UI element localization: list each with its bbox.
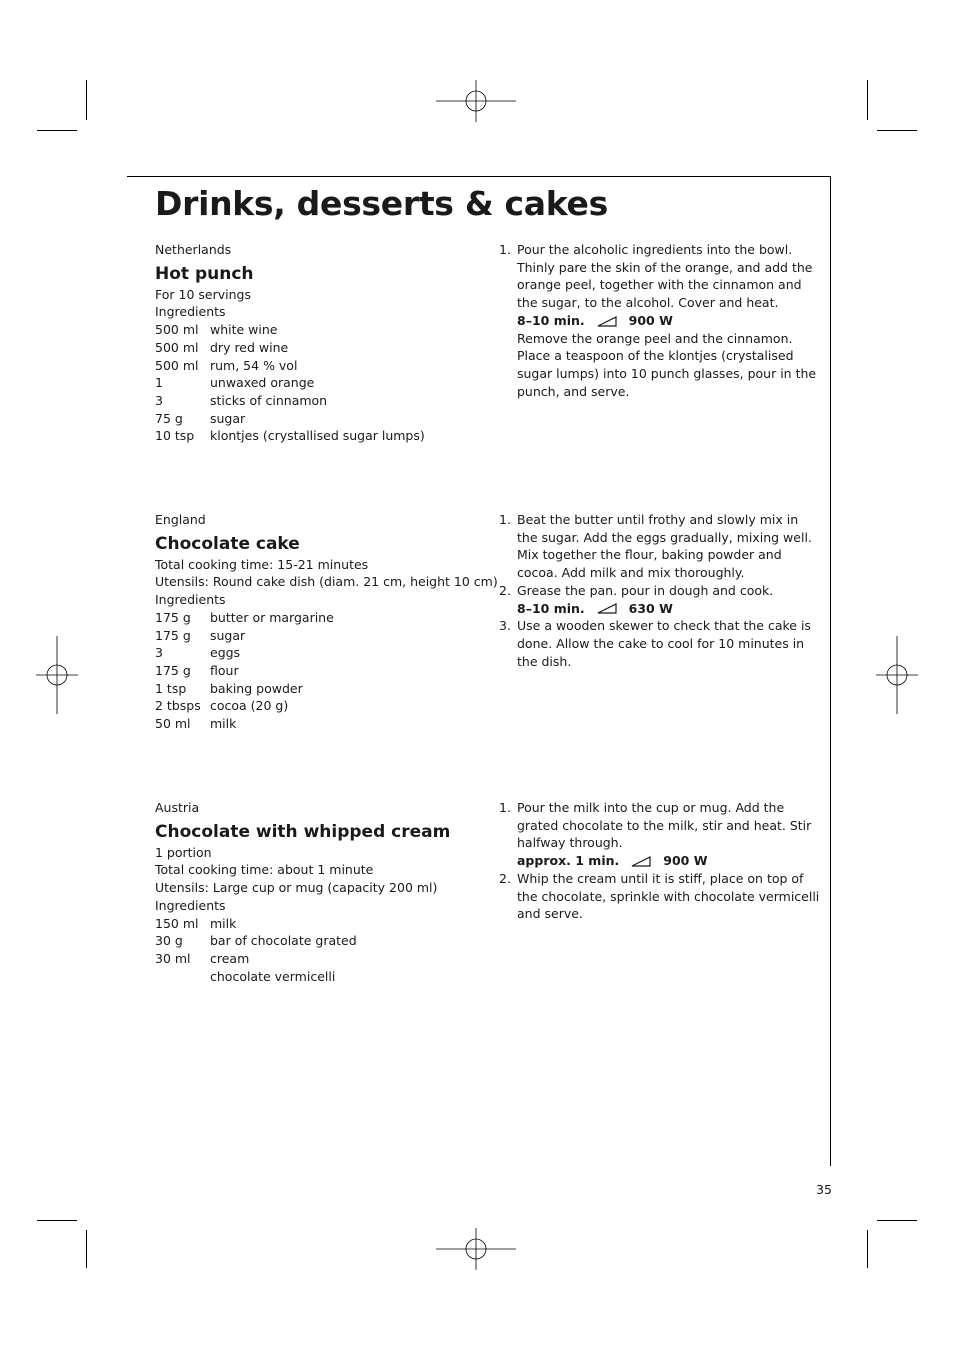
ingredient-row: 1 unwaxed orange: [155, 375, 315, 391]
power-level-icon: [597, 315, 617, 327]
step-item: 1. Pour the alcoholic ingredients into the bowl. Thinly pare the skin of the orange, and add the orange peel, together with the cinnamon and the sugar, to the alcohol. Cover and heat. 8–10 min. 900 W Remove the orange peel and the cinnamon. Place a teaspoon of the klontjes (crystalised sugar lumps) into 10 punch glasses, pour in the punch, and serve.: [499, 241, 821, 400]
ingredient-row: 150 ml milk: [155, 915, 237, 931]
step-item: 1. Pour the milk into the cup or mug. Add the grated chocolate to the milk, stir and heat. Stir halfway through. approx. 1 min. 900 W: [499, 799, 821, 870]
recipe-country: Netherlands: [155, 242, 232, 257]
ingredient-row: 30 ml cream: [155, 950, 250, 966]
ingredient-row: 175 g flour: [155, 662, 239, 678]
ingredient-row: 3 eggs: [155, 645, 241, 661]
recipe-title: Hot punch: [155, 263, 254, 284]
power-setting: 8–10 min. 630 W: [517, 600, 673, 616]
step-item: 2. Grease the pan. pour in dough and cook. 8–10 min. 630 W: [499, 582, 821, 617]
servings: 1 portion: [155, 844, 212, 860]
ingredients-heading: Ingredients: [155, 897, 226, 913]
ingredient-row: 500 ml rum, 54 % vol: [155, 357, 298, 373]
page-number: 35: [816, 1182, 832, 1197]
ingredient-row: 1 tsp baking powder: [155, 680, 303, 696]
recipe-chocolate-whipped-cream: [155, 799, 485, 985]
power-level-icon: [597, 602, 617, 614]
step-item: 3. Use a wooden skewer to check that the cake is done. Allow the cake to cool for 10 minutes in the dish.: [499, 618, 811, 669]
ingredient-row: 175 g sugar: [155, 627, 246, 643]
registration-mark-bottom: [436, 1228, 516, 1270]
ingredient-row: chocolate vermicelli: [210, 968, 336, 984]
ingredient-row: 75 g sugar: [155, 410, 246, 426]
ingredient-row: 10 tsp klontjes (crystallised sugar lumps): [155, 428, 425, 444]
recipe-chocolate-cake: [155, 511, 498, 733]
page-title: Drinks, desserts & cakes: [155, 184, 608, 223]
power-setting: approx. 1 min. 900 W: [517, 853, 708, 869]
ingredient-row: 2 tbsps cocoa (20 g): [155, 698, 289, 714]
cooking-time: Total cooking time: about 1 minute: [155, 862, 374, 878]
recipe-title: Chocolate with whipped cream: [155, 821, 451, 842]
ingredient-row: 500 ml dry red wine: [155, 339, 289, 355]
recipe-country: Austria: [155, 800, 200, 815]
servings: For 10 servings: [155, 286, 251, 302]
right-rule: [830, 176, 831, 1166]
power-level-icon: [631, 855, 651, 867]
ingredient-row: 3 sticks of cinnamon: [155, 392, 328, 408]
registration-mark-top: [436, 80, 516, 122]
ingredients-heading: Ingredients: [155, 304, 226, 320]
utensils: Utensils: Round cake dish (diam. 21 cm, height 10 cm): [155, 574, 498, 590]
ingredient-row: 175 g butter or margarine: [155, 609, 334, 625]
steps-chocolate-cake: [499, 511, 821, 670]
header-rule: [127, 176, 831, 177]
ingredient-row: 50 ml milk: [155, 716, 237, 732]
utensils: Utensils: Large cup or mug (capacity 200 ml): [155, 880, 438, 896]
recipe-title: Chocolate cake: [155, 533, 300, 554]
recipe-country: England: [155, 512, 206, 527]
ingredient-row: 30 g bar of chocolate grated: [155, 933, 357, 949]
steps-hot-punch: [499, 241, 821, 400]
cooking-time: Total cooking time: 15-21 minutes: [155, 556, 369, 572]
step-item: 2. Whip the cream until it is stiff, place on top of the chocolate, sprinkle with chocolate vermicelli and serve.: [499, 870, 820, 922]
step-item: 1. Beat the butter until frothy and slowly mix in the sugar. Add the eggs gradually, mixing well. Mix together the flour, baking powder and cocoa. Add milk and mix thoroughly.: [499, 512, 812, 581]
steps-chocolate-whipped-cream: [499, 799, 821, 923]
registration-mark-left: [36, 636, 78, 714]
ingredient-row: 500 ml white wine: [155, 322, 278, 338]
registration-mark-right: [876, 636, 918, 714]
ingredients-heading: Ingredients: [155, 592, 226, 608]
recipe-hot-punch: [155, 241, 485, 445]
power-setting: 8–10 min. 900 W: [517, 312, 673, 328]
